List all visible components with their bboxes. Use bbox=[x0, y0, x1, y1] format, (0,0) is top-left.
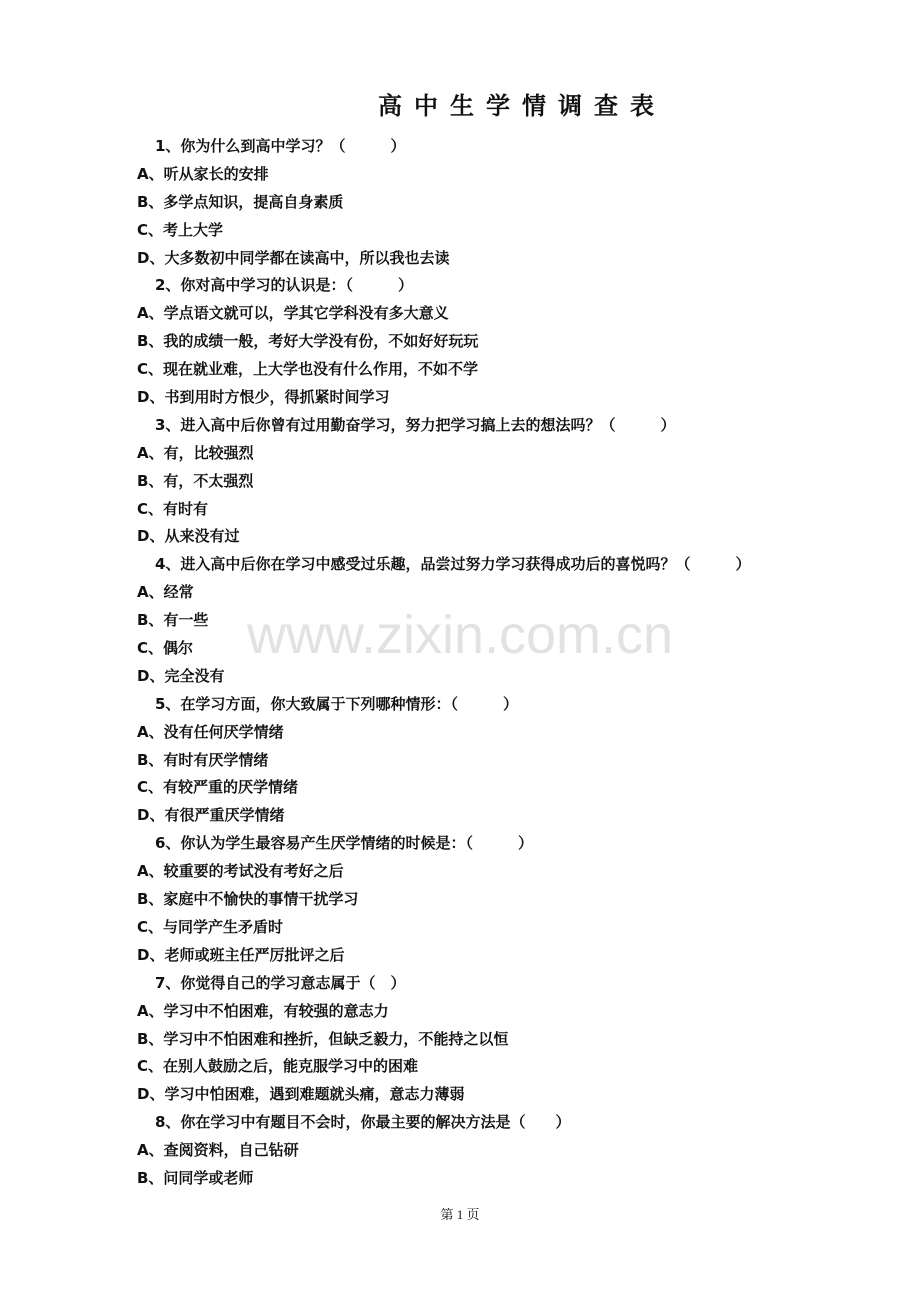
option-8a: A、查阅资料，自己钻研 bbox=[137, 1141, 299, 1160]
question-7: 7、你觉得自己的学习意志属于（ ） bbox=[155, 973, 406, 992]
option-2b: B、我的成绩一般，考好大学没有份，不如好好玩玩 bbox=[137, 332, 479, 351]
option-6b: B、家庭中不愉快的事情干扰学习 bbox=[137, 890, 359, 909]
question-4: 4、进入高中后你在学习中感受过乐趣，品尝过努力学习获得成功后的喜悦吗？（ ） bbox=[155, 555, 751, 574]
option-7a: A、学习中不怕困难，有较强的意志力 bbox=[137, 1001, 389, 1020]
question-6: 6、你认为学生最容易产生厌学情绪的时候是：（ ） bbox=[155, 834, 533, 853]
question-2: 2、你对高中学习的认识是：（ ） bbox=[155, 276, 413, 295]
option-1d: D、大多数初中同学都在读高中，所以我也去读 bbox=[137, 248, 450, 267]
question-8: 8、你在学习中有题目不会时，你最主要的解决方法是（ ） bbox=[155, 1113, 571, 1132]
option-7c: C、在别人鼓励之后，能克服学习中的困难 bbox=[137, 1057, 419, 1076]
questionnaire bbox=[0, 133, 920, 1193]
option-2d: D、书到用时方恨少，得抓紧时间学习 bbox=[137, 388, 390, 407]
option-4d: D、完全没有 bbox=[137, 666, 225, 685]
page-title: 高中生学情调查表 bbox=[378, 92, 666, 120]
option-1a: A、听从家长的安排 bbox=[137, 164, 269, 183]
page-number: 第 1 页 bbox=[440, 1207, 480, 1222]
option-4a: A、经常 bbox=[137, 583, 194, 602]
option-3c: C、有时有 bbox=[137, 499, 209, 518]
option-1c: C、考上大学 bbox=[137, 220, 224, 239]
option-3a: A、有，比较强烈 bbox=[137, 443, 254, 462]
question-5: 5、在学习方面，你大致属于下列哪种情形：（ ） bbox=[155, 694, 518, 713]
option-4c: C、偶尔 bbox=[137, 639, 194, 658]
option-7b: B、学习中不怕困难和挫折，但缺乏毅力，不能持之以恒 bbox=[137, 1029, 509, 1048]
option-5b: B、有时有厌学情绪 bbox=[137, 750, 269, 769]
option-7d: D、学习中怕困难，遇到难题就头痛，意志力薄弱 bbox=[137, 1085, 465, 1104]
option-2a: A、学点语文就可以，学其它学科没有多大意义 bbox=[137, 304, 449, 323]
option-5c: C、有较严重的厌学情绪 bbox=[137, 778, 299, 797]
option-3b: B、有，不太强烈 bbox=[137, 471, 254, 490]
option-8b: B、问同学或老师 bbox=[137, 1168, 254, 1187]
option-6a: A、较重要的考试没有考好之后 bbox=[137, 862, 344, 881]
option-6c: C、与同学产生矛盾时 bbox=[137, 917, 284, 936]
option-2c: C、现在就业难，上大学也没有什么作用，不如不学 bbox=[137, 360, 479, 379]
watermark: www.zixin.com.cn bbox=[246, 605, 674, 665]
option-5d: D、有很严重厌学情绪 bbox=[137, 806, 285, 825]
question-3: 3、进入高中后你曾有过用勤奋学习，努力把学习搞上去的想法吗？（ ） bbox=[155, 415, 676, 434]
option-3d: D、从来没有过 bbox=[137, 527, 240, 546]
question-1: 1、你为什么到高中学习？（ ） bbox=[155, 137, 406, 155]
option-5a: A、没有任何厌学情绪 bbox=[137, 722, 284, 741]
option-1b: B、多学点知识，提高自身素质 bbox=[137, 192, 344, 211]
option-6d: D、老师或班主任严厉批评之后 bbox=[137, 945, 345, 964]
option-4b: B、有一些 bbox=[137, 611, 209, 630]
